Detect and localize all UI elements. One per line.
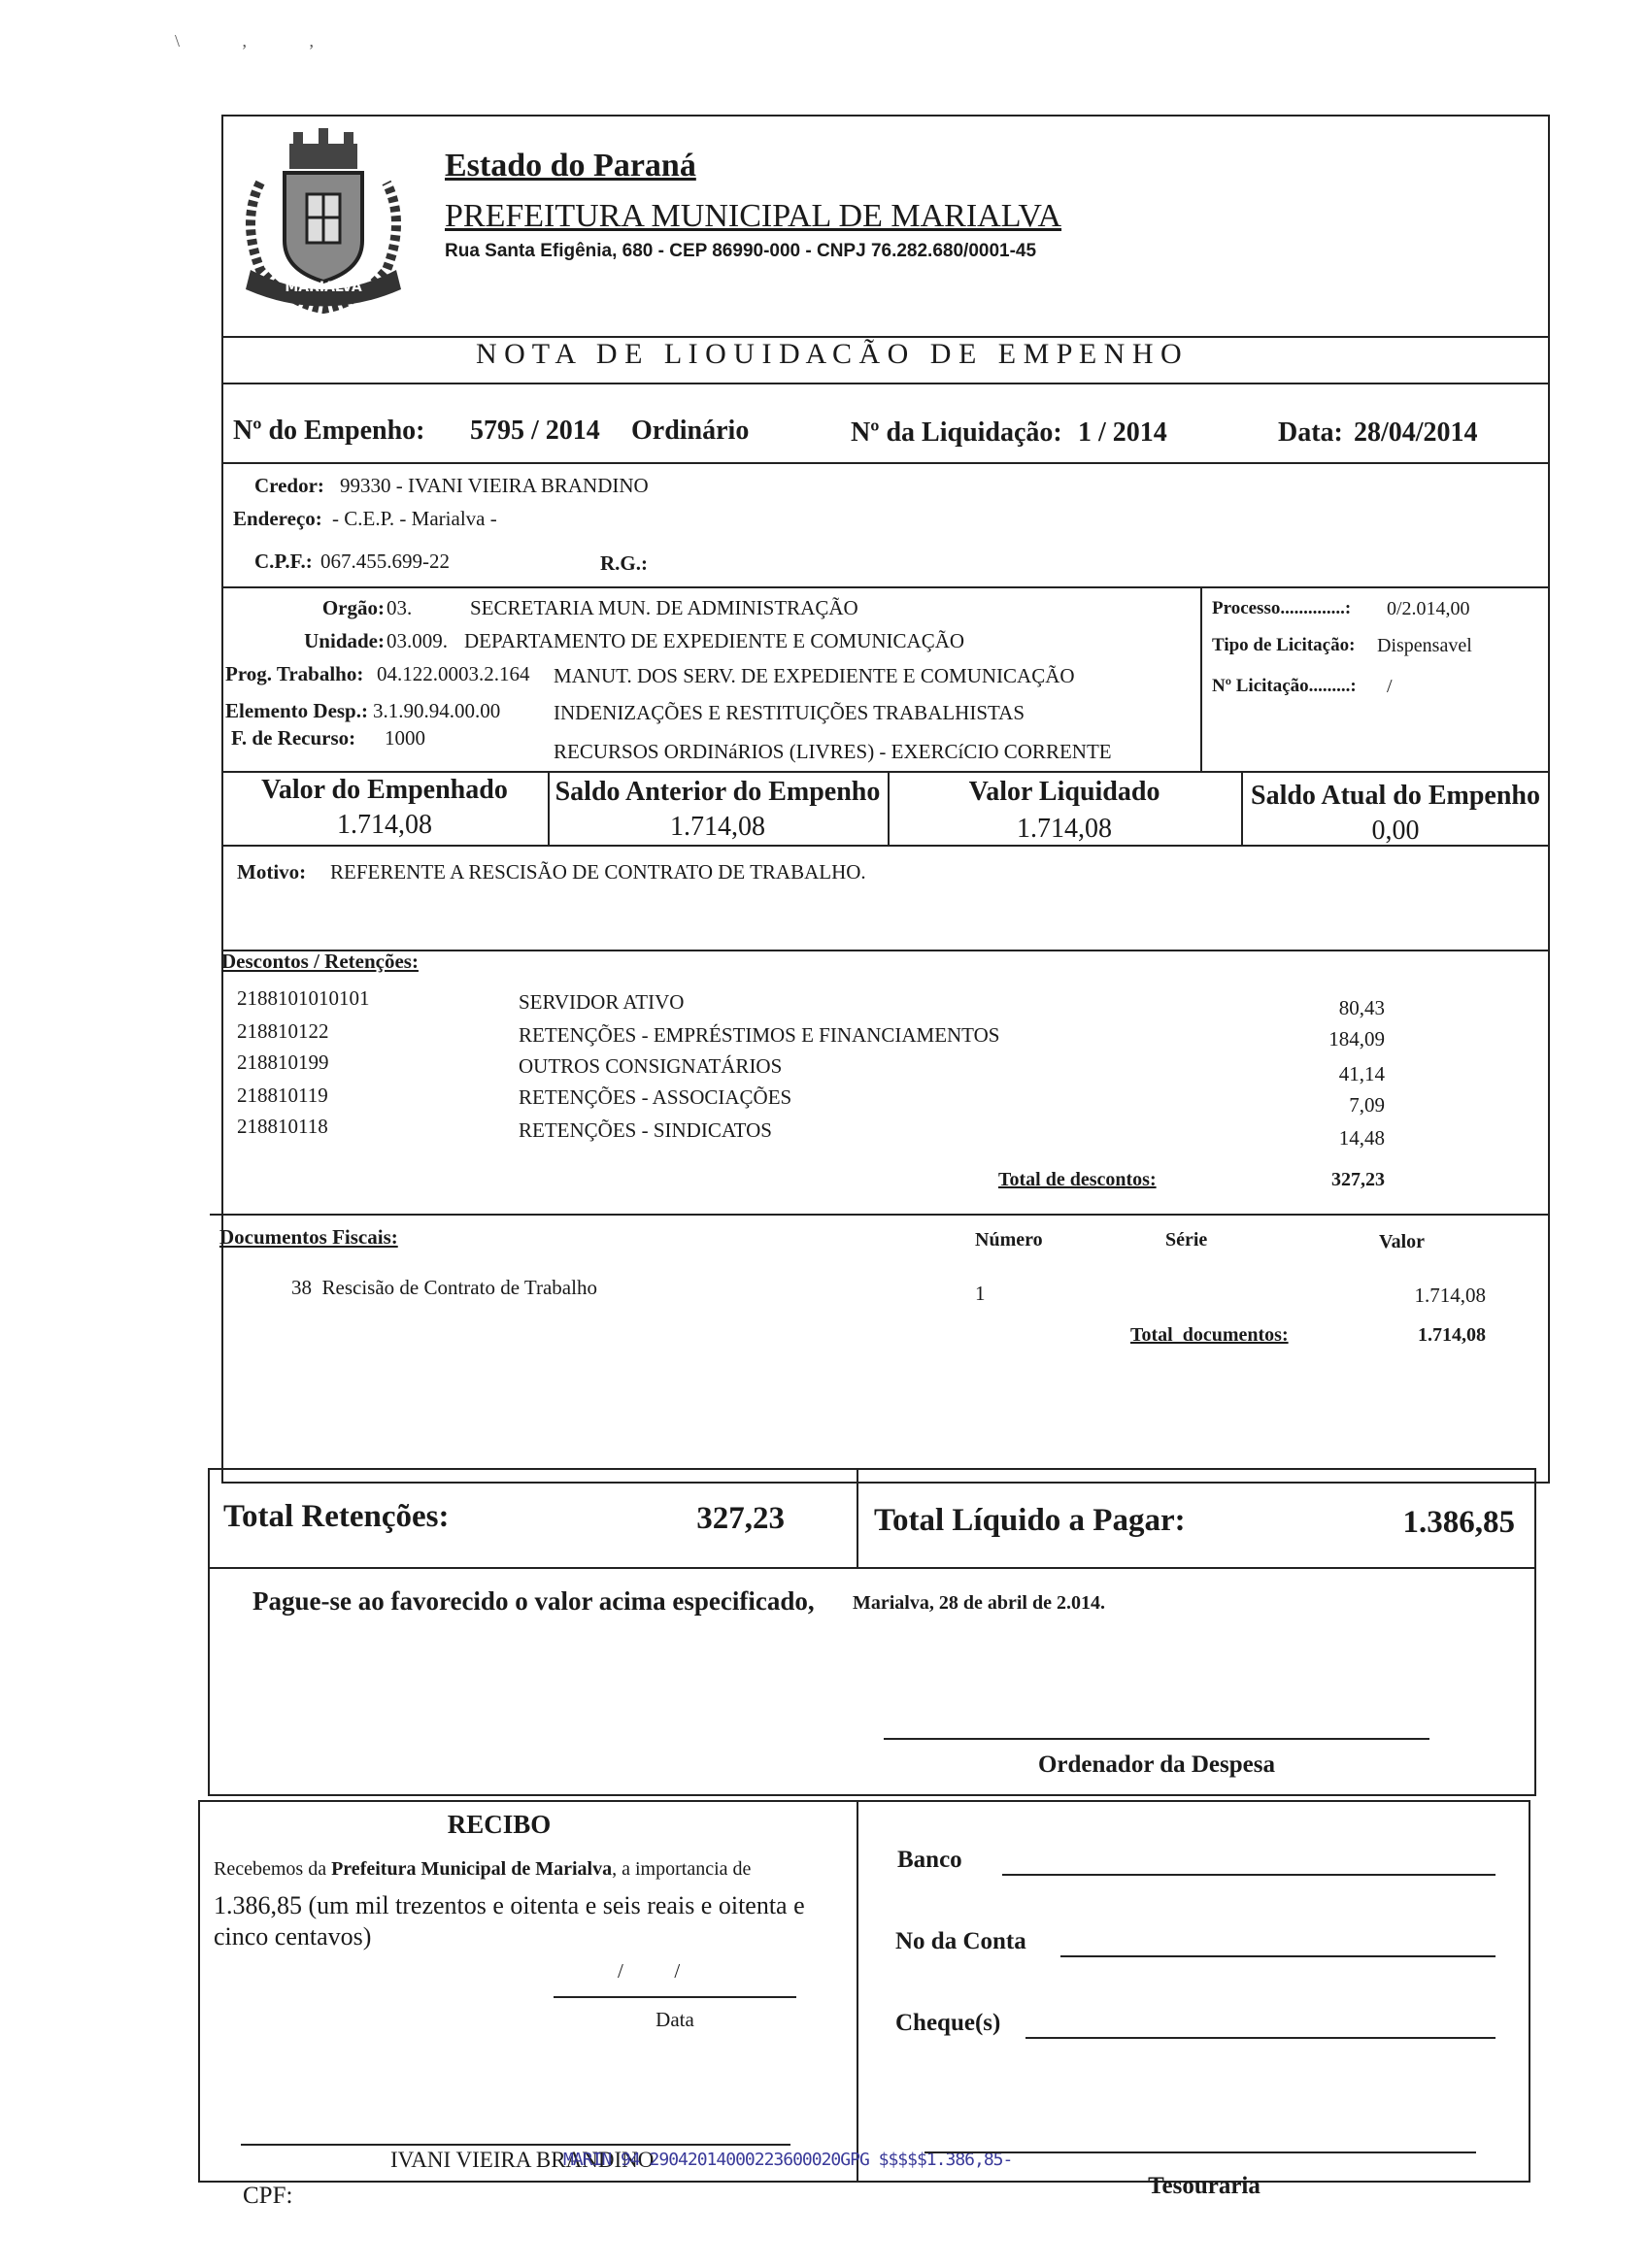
payment-order-text: Pague-se ao favorecido o valor acima especificado, bbox=[252, 1586, 815, 1616]
prog-value: MANUT. DOS SERV. DE EXPEDIENTE E COMUNICAÇÃO bbox=[554, 664, 1075, 687]
signer-name: IVANI VIEIRA BRANDINO bbox=[390, 2148, 655, 2172]
banco-line bbox=[1002, 1874, 1496, 1876]
credor-value: 99330 - IVANI VIEIRA BRANDINO bbox=[340, 474, 649, 497]
elemento-value: INDENIZAÇÕES E RESTITUIÇÕES TRABALHISTAS bbox=[554, 701, 1025, 724]
conta-line bbox=[1060, 1955, 1496, 1957]
total-retencoes-value: 327,23 bbox=[696, 1501, 785, 1536]
banco-label: Banco bbox=[897, 1847, 962, 1873]
empenho-type: Ordinário bbox=[631, 416, 750, 446]
col-numero: Número bbox=[975, 1229, 1043, 1251]
desconto-code: 2188101010101 bbox=[237, 986, 370, 1010]
valor-empenhado-label: Valor do Empenhado bbox=[261, 775, 508, 805]
documento-numero: 1 bbox=[975, 1282, 986, 1305]
cheque-line bbox=[1025, 2037, 1496, 2039]
empenho-number-label: Nº do Empenho: bbox=[233, 416, 425, 446]
liquidation-label: Nº da Liquidação: bbox=[851, 417, 1062, 448]
total-liquido-value: 1.386,85 bbox=[1402, 1505, 1515, 1540]
saldo-anterior-value: 1.714,08 bbox=[670, 812, 765, 842]
total-documentos-label: Total documentos: bbox=[1130, 1324, 1289, 1346]
date-label: Data: bbox=[1278, 417, 1343, 448]
recibo-date-slashes: / / bbox=[618, 1959, 681, 1983]
descontos-heading: Descontos / Retenções: bbox=[221, 950, 419, 973]
divider bbox=[221, 383, 1550, 384]
valor-liquidado-label: Valor Liquidado bbox=[968, 777, 1160, 807]
prog-label: Prog. Trabalho: bbox=[225, 662, 364, 685]
conta-label: No da Conta bbox=[895, 1928, 1026, 1954]
divider bbox=[221, 950, 1550, 951]
tipo-licitacao-value: Dispensavel bbox=[1377, 635, 1472, 656]
divider bbox=[221, 771, 1550, 773]
licitacao-number-value: / bbox=[1387, 676, 1393, 697]
valor-liquidado-value: 1.714,08 bbox=[1017, 814, 1112, 844]
ordenador-label: Ordenador da Despesa bbox=[1037, 1751, 1275, 1778]
empenho-number: 5795 / 2014 bbox=[470, 416, 600, 446]
municipality-address: Rua Santa Efigênia, 680 - CEP 86990-000 - CNPJ 76.282.680/0001-45 bbox=[445, 241, 1037, 261]
saldo-anterior-label: Saldo Anterior do Empenho bbox=[555, 777, 881, 807]
motivo-label: Motivo: bbox=[237, 860, 307, 884]
desconto-value: 41,14 bbox=[1338, 1062, 1385, 1085]
payment-place-date: Marialva, 28 de abril de 2.014. bbox=[853, 1592, 1105, 1614]
tesouraria-label: Tesouraria bbox=[1148, 2173, 1260, 2199]
endereco-value: - C.E.P. - Marialva - bbox=[332, 507, 497, 530]
tesouraria-signature-line bbox=[924, 2151, 1476, 2153]
recibo-line1-b: Prefeitura Municipal de Marialva bbox=[331, 1858, 613, 1880]
desconto-desc: RETENÇÕES - EMPRÉSTIMOS E FINANCIAMENTOS bbox=[519, 1023, 1000, 1047]
recibo-date-label: Data bbox=[655, 2008, 694, 2031]
saldo-atual-value: 0,00 bbox=[1371, 816, 1420, 846]
desconto-desc: RETENÇÕES - ASSOCIAÇÕES bbox=[519, 1085, 792, 1109]
cpf-label: C.P.F.: bbox=[254, 550, 313, 573]
unidade-value: DEPARTAMENTO DE EXPEDIENTE E COMUNICAÇÃO bbox=[464, 629, 965, 652]
recibo-line1 bbox=[214, 1858, 751, 1881]
total-descontos-label: Total de descontos: bbox=[998, 1169, 1157, 1190]
valor-empenhado-value: 1.714,08 bbox=[337, 810, 432, 840]
recibo-line3: cinco centavos) bbox=[214, 1922, 372, 1951]
credor-label: Credor: bbox=[254, 474, 324, 497]
recibo-line1-a: Recebemos da bbox=[214, 1858, 332, 1880]
desconto-value: 7,09 bbox=[1349, 1093, 1385, 1117]
col-serie: Série bbox=[1165, 1229, 1208, 1251]
desconto-desc: SERVIDOR ATIVO bbox=[519, 990, 685, 1014]
bank-authentication-stamp: MARIN 94 29042014000223600020GPG $$$$$1.386,85- bbox=[563, 2150, 1013, 2170]
orgao-label: Orgão: bbox=[321, 596, 385, 619]
date-value: 28/04/2014 bbox=[1354, 417, 1478, 448]
divider bbox=[857, 1800, 858, 2183]
col-valor: Valor bbox=[1379, 1231, 1426, 1252]
recurso-value: RECURSOS ORDINáRIOS (LIVRES) - EXERCíCIO CORRENTE bbox=[554, 740, 1112, 763]
elemento-code: 3.1.90.94.00.00 bbox=[373, 699, 501, 722]
ordenador-signature-line bbox=[884, 1738, 1429, 1740]
divider bbox=[221, 586, 1550, 588]
recurso-label: F. de Recurso: bbox=[231, 726, 356, 750]
divider bbox=[221, 462, 1550, 464]
desconto-code: 218810119 bbox=[237, 1084, 328, 1107]
divider bbox=[1200, 586, 1202, 771]
cheque-label: Cheque(s) bbox=[895, 2010, 1001, 2036]
crest-logo bbox=[231, 124, 416, 315]
recibo-line2: 1.386,85 (um mil trezentos e oitenta e seis reais e oitenta e bbox=[214, 1891, 805, 1919]
processo-value: 0/2.014,00 bbox=[1387, 598, 1470, 619]
licitacao-number-label: Nº Licitação.........: bbox=[1212, 676, 1357, 696]
cpf-value: 067.455.699-22 bbox=[320, 550, 450, 573]
desconto-code: 218810199 bbox=[237, 1051, 329, 1074]
desconto-code: 218810118 bbox=[237, 1115, 328, 1138]
desconto-value: 80,43 bbox=[1338, 996, 1385, 1019]
total-liquido-label: Total Líquido a Pagar: bbox=[874, 1503, 1186, 1538]
recibo-title: RECIBO bbox=[447, 1810, 552, 1839]
rg-label: R.G.: bbox=[600, 551, 648, 575]
documento-valor: 1.714,08 bbox=[1414, 1284, 1486, 1307]
unidade-code: 03.009. bbox=[387, 629, 448, 652]
total-descontos-value: 327,23 bbox=[1331, 1169, 1385, 1190]
unidade-label: Unidade: bbox=[304, 629, 385, 652]
elemento-label: Elemento Desp.: bbox=[225, 699, 368, 722]
signer-signature-line bbox=[241, 2144, 790, 2146]
divider bbox=[210, 1214, 1550, 1216]
total-documentos-value: 1.714,08 bbox=[1418, 1324, 1486, 1346]
endereco-label: Endereço: bbox=[233, 507, 322, 530]
desconto-value: 184,09 bbox=[1328, 1027, 1385, 1051]
motivo-text: REFERENTE A RESCISÃO DE CONTRATO DE TRABALHO. bbox=[330, 860, 866, 884]
total-retencoes-label: Total Retenções: bbox=[223, 1499, 450, 1534]
tipo-licitacao-label: Tipo de Licitação: bbox=[1212, 635, 1356, 655]
desconto-desc: OUTROS CONSIGNATÁRIOS bbox=[519, 1054, 783, 1078]
documento-desc: 38 Rescisão de Contrato de Trabalho bbox=[291, 1276, 597, 1299]
desconto-value: 14,48 bbox=[1338, 1126, 1385, 1150]
desconto-code: 218810122 bbox=[237, 1019, 329, 1043]
desconto-desc: RETENÇÕES - SINDICATOS bbox=[519, 1118, 772, 1142]
recibo-line1-c: , a importancia de bbox=[612, 1858, 752, 1880]
recurso-code: 1000 bbox=[385, 726, 425, 750]
divider bbox=[857, 1468, 858, 1569]
divider bbox=[208, 1567, 1536, 1569]
crest-banner-text: MARIALVA bbox=[285, 280, 362, 295]
cpf-signer-label: CPF: bbox=[243, 2183, 293, 2209]
orgao-code: 03. bbox=[387, 596, 413, 619]
documentos-heading: Documentos Fiscais: bbox=[219, 1225, 398, 1249]
prog-code: 04.122.0003.2.164 bbox=[377, 662, 530, 685]
document-title: N O T A D E L I O U I D A C Ã O D E E M P E N H O bbox=[476, 338, 1182, 370]
orgao-value: SECRETARIA MUN. DE ADMINISTRAÇÃO bbox=[470, 596, 858, 619]
liquidation-number: 1 / 2014 bbox=[1078, 417, 1167, 448]
municipality-name: PREFEITURA MUNICIPAL DE MARIALVA bbox=[445, 198, 1062, 234]
state-name: Estado do Paraná bbox=[445, 148, 696, 183]
processo-label: Processo..............: bbox=[1212, 598, 1352, 618]
recibo-date-line bbox=[554, 1996, 796, 1998]
saldo-atual-label: Saldo Atual do Empenho bbox=[1251, 781, 1540, 811]
scan-marks: \ , , bbox=[175, 31, 344, 50]
